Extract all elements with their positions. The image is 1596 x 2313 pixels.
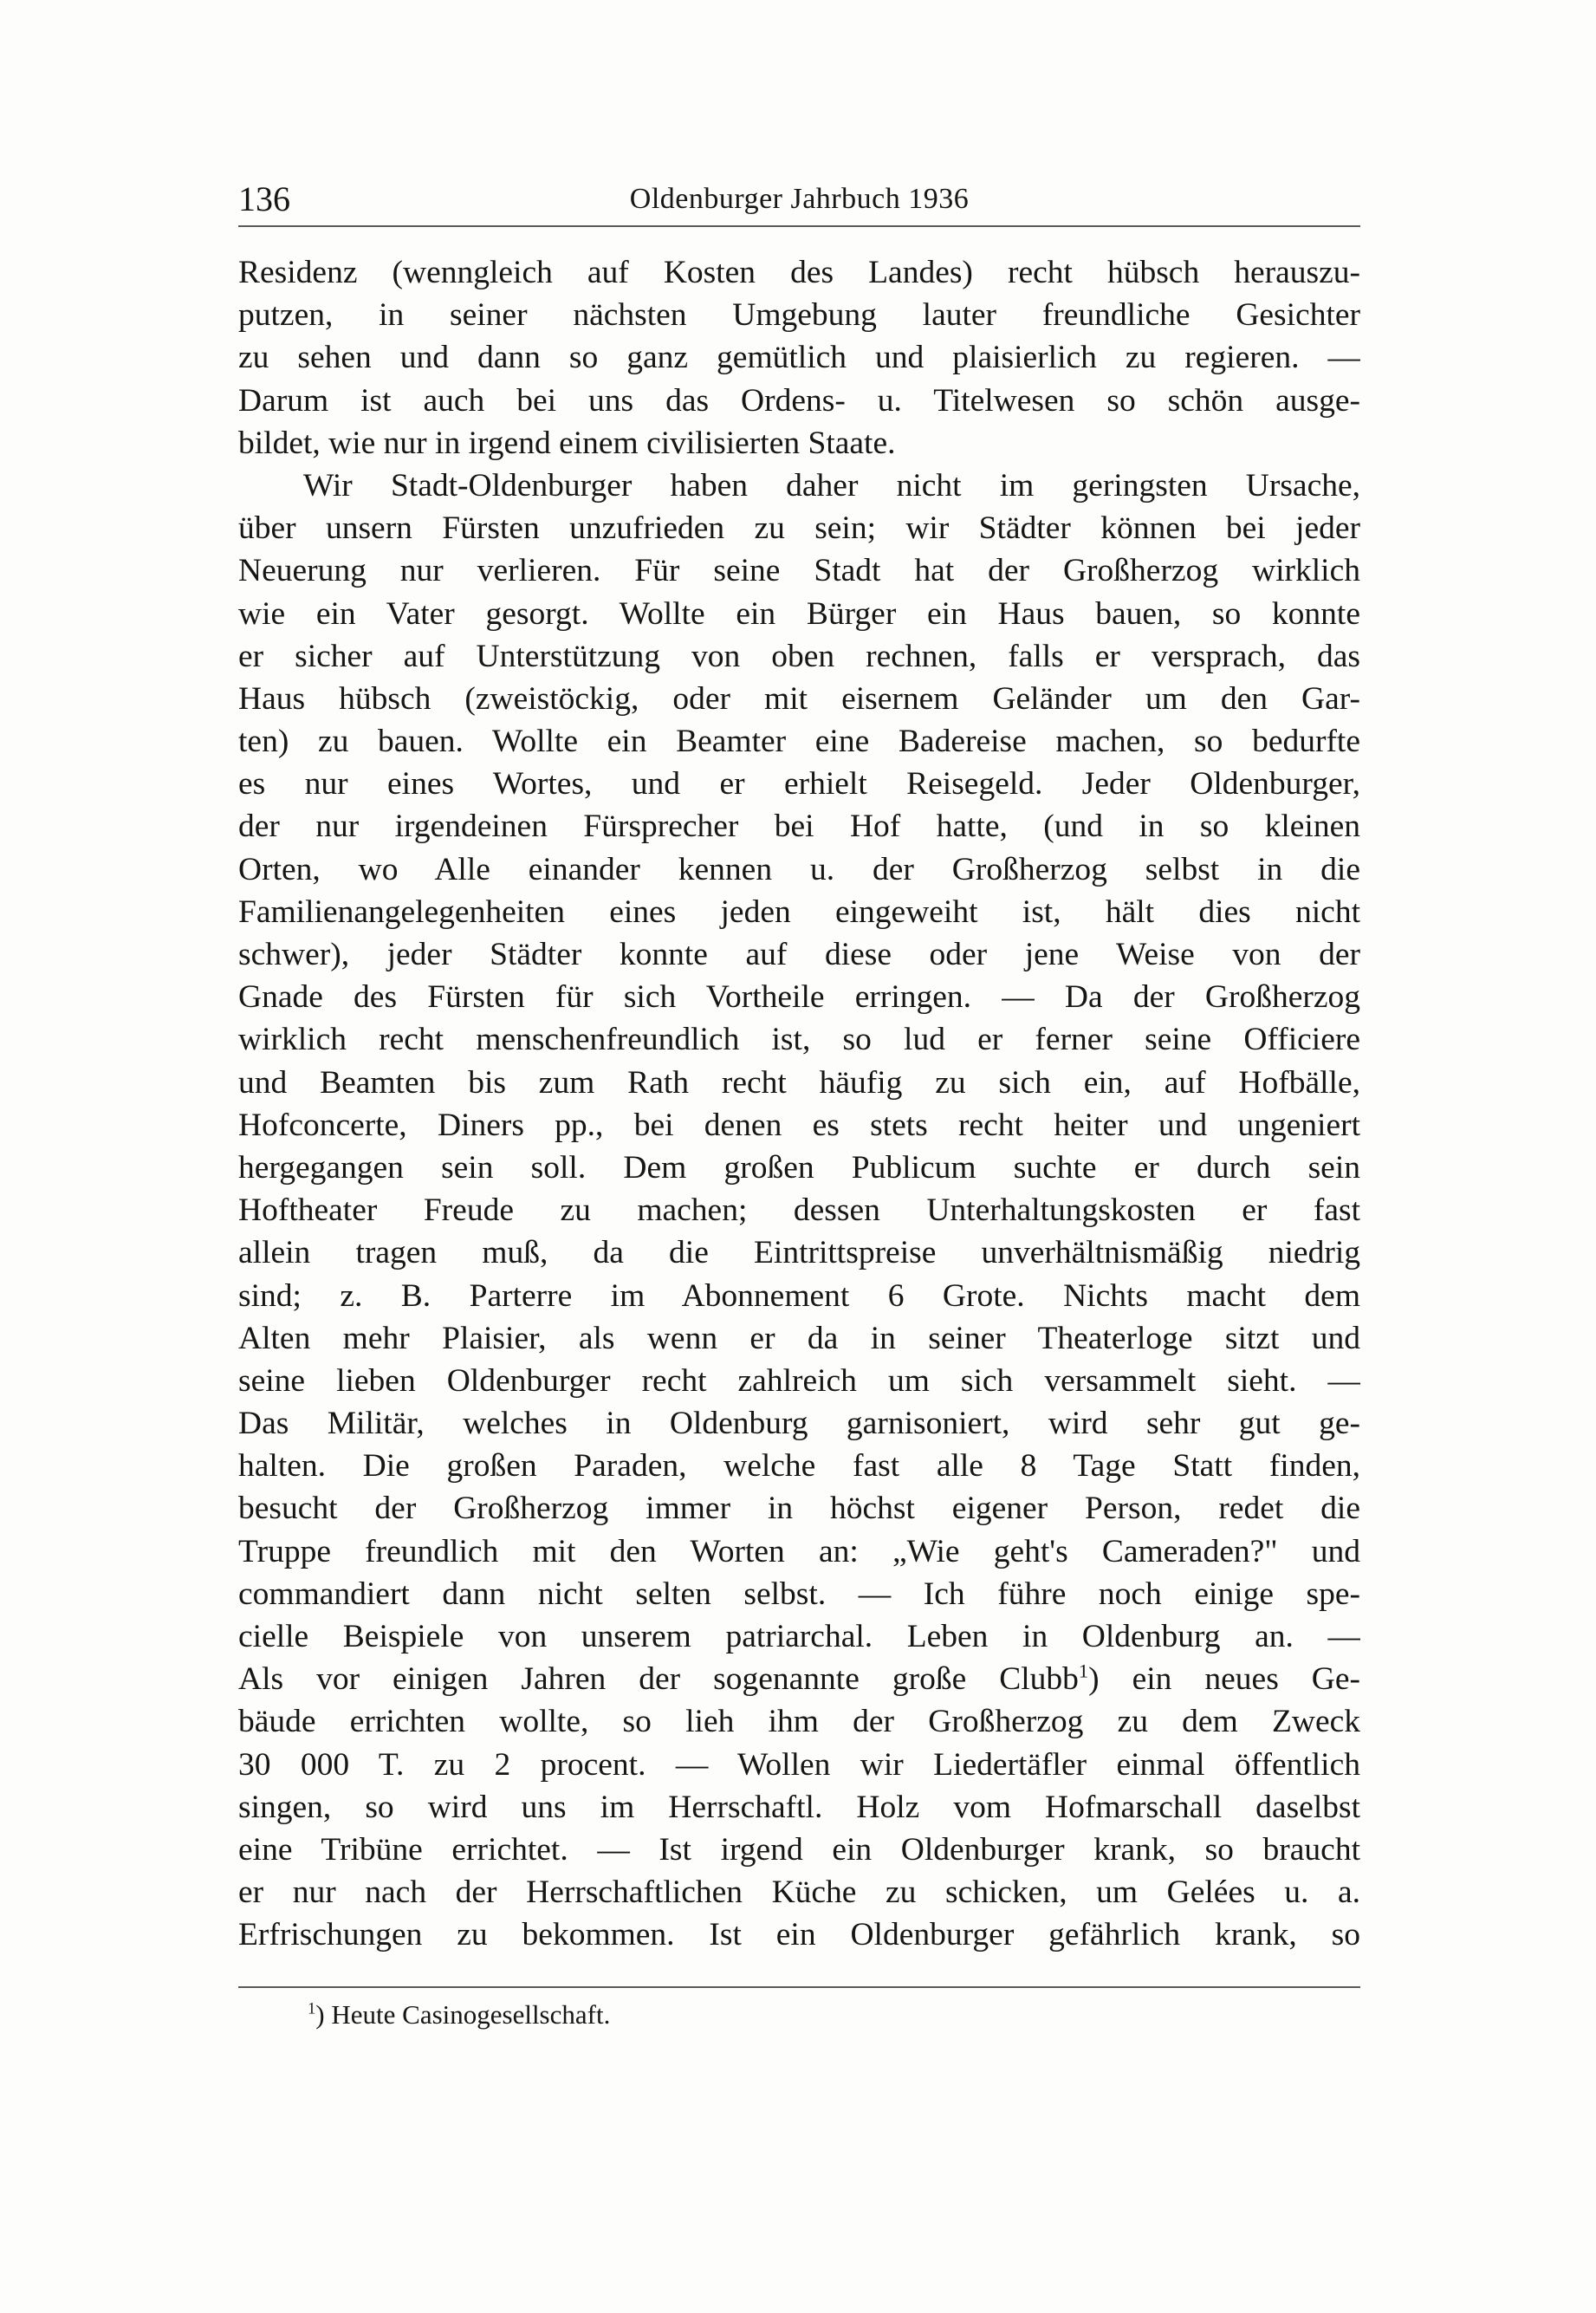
page-number: 136 — [238, 179, 290, 218]
text-line: hergegangen sein soll. Dem großen Publicum suchte er durch sein — [238, 1149, 1360, 1186]
footnote-reference: 1 — [1078, 1660, 1089, 1682]
text-line: Alten mehr Plaisier, als wenn er da in seiner Theaterloge sitzt und — [238, 1320, 1360, 1356]
text-line: schwer), jeder Städter konnte auf diese oder jene Weise von der — [238, 937, 1360, 972]
text-line: Gnade des Fürsten für sich Vortheile erringen. — Da der Großherzog — [238, 979, 1360, 1016]
footnote-divider — [238, 1986, 1360, 1988]
text-line: es nur eines Wortes, und er erhielt Reisegeld. Jeder Oldenburger, — [238, 766, 1360, 802]
text-line: commandiert dann nicht selten selbst. — Ich führe noch einige spe- — [238, 1576, 1360, 1612]
text-line: allein tragen muß, da die Eintrittspreise unverhältnismäßig niedrig — [238, 1235, 1360, 1271]
text-line: Truppe freundlich mit den Worten an: „Wie geht's Cameraden?" und — [238, 1533, 1360, 1569]
text-line: über unsern Fürsten unzufrieden zu sein; wir Städter können bei jeder — [238, 510, 1360, 547]
text-line: eine Tribüne errichtet. — Ist irgend ein Oldenburger krank, so braucht — [238, 1831, 1360, 1868]
text-line: Orten, wo Alle einander kennen u. der Großherzog selbst in die — [238, 851, 1360, 887]
text-line: bildet, wie nur in irgend einem civilisierten Staate. — [238, 425, 896, 461]
text-line: bäude errichten wollte, so lieh ihm der Großherzog zu dem Zweck — [238, 1704, 1360, 1740]
text-line: seine lieben Oldenburger recht zahlreich um sich versammelt sieht. — — [238, 1362, 1360, 1399]
text-line: Haus hübsch (zweistöckig, oder mit eisernem Geländer um den Gar- — [238, 680, 1360, 717]
text-line: er nur nach der Herrschaftlichen Küche zu schicken, um Gelées u. a. — [238, 1874, 1360, 1911]
text-line: zu sehen und dann so ganz gemütlich und plaisierlich zu regieren. — — [238, 340, 1360, 376]
footnote-text: ) Heute Casinogesellschaft. — [315, 1999, 611, 2030]
footnote — [308, 1997, 610, 2033]
text-line: wirklich recht menschenfreundlich ist, so lud er ferner seine Officiere — [238, 1022, 1360, 1058]
body-text — [238, 251, 1360, 1957]
text-line: halten. Die großen Paraden, welche fast alle 8 Tage Statt finden, — [238, 1448, 1360, 1485]
text-line-head: Als vor einigen Jahren der sogenannte große Clubb — [238, 1661, 1079, 1698]
text-line: er sicher auf Unterstützung von oben rechnen, falls er versprach, das — [238, 638, 1360, 674]
text-line: Familienangelegenheiten eines jeden eingeweiht ist, hält dies nicht — [238, 893, 1360, 930]
text-line: der nur irgendeinen Fürsprecher bei Hof hatte, (und in so kleinen — [238, 809, 1360, 845]
text-line: ten) zu bauen. Wollte ein Beamter eine Badereise machen, so bedurfte — [238, 724, 1360, 760]
page-header — [238, 173, 1360, 227]
text-line: und Beamten bis zum Rath recht häufig zu sich ein, auf Hofbälle, — [238, 1064, 1360, 1101]
text-line: wie ein Vater gesorgt. Wollte ein Bürger ein Haus bauen, so konnte — [238, 595, 1360, 632]
text-line: Wir Stadt-Oldenburger haben daher nicht im geringsten Ursache, — [303, 467, 1360, 504]
text-line: besucht der Großherzog immer in höchst eigener Person, redet die — [238, 1491, 1360, 1527]
text-line: Hoftheater Freude zu machen; dessen Unterhaltungskosten er fast — [238, 1192, 1360, 1229]
text-line: Residenz (wenngleich auf Kosten des Landes) recht hübsch herauszu- — [238, 255, 1360, 290]
text-line: Das Militär, welches in Oldenburg garnisoniert, wird sehr gut ge- — [238, 1406, 1360, 1442]
text-line: 30 000 T. zu 2 procent. — Wollen wir Liedertäfler einmal öffentlich — [238, 1746, 1360, 1783]
text-line: Erfrischungen zu bekommen. Ist ein Oldenburger gefährlich krank, so — [238, 1917, 1360, 1953]
text-line: Neuerung nur verlieren. Für seine Stadt hat der Großherzog wirklich — [238, 553, 1360, 589]
running-title: Oldenburger Jahrbuch 1936 — [629, 183, 970, 215]
text-line: Darum ist auch bei uns das Ordens- u. Titelwesen so schön ausge- — [238, 382, 1360, 419]
text-line-with-footnote-ref — [238, 1658, 1360, 1700]
text-line: Hofconcerte, Diners pp., bei denen es stets recht heiter und ungeniert — [238, 1107, 1360, 1143]
text-line-tail: ) ein neues Ge- — [1088, 1661, 1360, 1698]
text-line: cielle Beispiele von unserem patriarchal. Leben in Oldenburg an. — — [238, 1619, 1360, 1654]
text-line: putzen, in seiner nächsten Umgebung lauter freundliche Gesichter — [238, 297, 1360, 334]
text-line: sind; z. B. Parterre im Abonnement 6 Grote. Nichts macht dem — [238, 1277, 1360, 1314]
text-line: singen, so wird uns im Herrschaftl. Holz vom Hofmarschall daselbst — [238, 1789, 1360, 1825]
footnote-marker: 1 — [308, 1999, 316, 2018]
